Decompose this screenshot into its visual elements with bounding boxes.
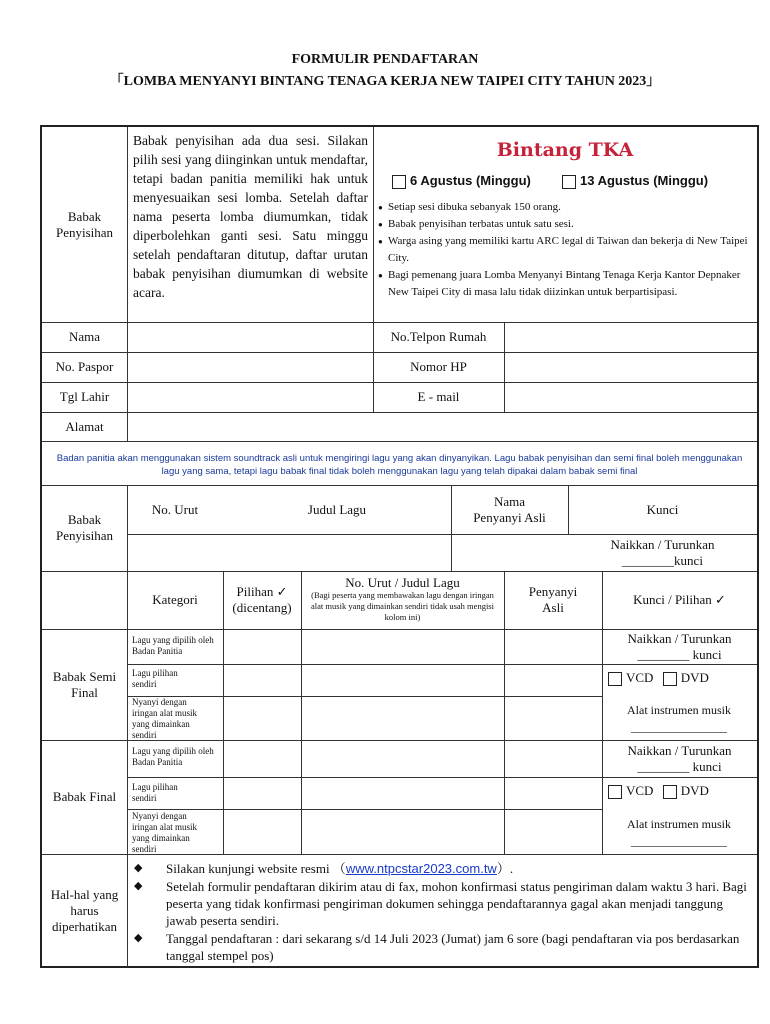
semi-vcd-label: VCD (626, 670, 654, 685)
final-vcd-label: VCD (626, 783, 654, 798)
col-kategori: Kategori (152, 592, 198, 607)
tgl-lahir-field[interactable] (128, 383, 372, 412)
registration-form-table (40, 125, 759, 968)
final-judul-2[interactable] (302, 778, 503, 809)
nama-label: Nama (68, 329, 101, 344)
semi-media-choice[interactable] (608, 670, 758, 686)
prelim-song-singer-field[interactable] (452, 535, 567, 571)
notes-label: Hal-hal yang harus diperhatikan (50, 886, 119, 934)
semi-pilihan-1[interactable] (224, 630, 300, 664)
final-dvd-label: DVD (680, 783, 709, 798)
final-media-choice[interactable] (608, 783, 758, 799)
notes-list (128, 860, 753, 965)
col-no-urut: No. Urut (151, 501, 199, 517)
final-cat-alat-musik: Nyanyi dengan iringan alat musik yang dimainkan sendiri (132, 811, 197, 854)
semi-dvd-label: DVD (680, 670, 709, 685)
bintang-tka-logo: Bintang TKA (496, 139, 634, 161)
nomor-hp-field[interactable] (505, 353, 757, 382)
note-website-text: Silakan kunjungi website resmi （ (166, 861, 346, 876)
final-dvd-checkbox[interactable] (663, 785, 677, 799)
prelim-key-adjust[interactable]: Naikkan / Turunkan ________kunci (610, 536, 715, 568)
prelim-description: Babak penyisihan ada dua sesi. Silakan pilih sesi yang diinginkan untuk mendaftar, tetapi badan panitia memiliki hak untuk menyesuaikan sesi lomba. Setelah daftar nama peserta lomba diumumkan, tidak diperbolehkan ganti sesi. Satu minggu setelah pendaftaran ditutup, daftar urutan babak penyisihan diumumkan di website acara. (133, 133, 368, 300)
col-no-judul-title: No. Urut / Judul Lagu (345, 575, 460, 590)
alamat-label: Alamat (65, 418, 104, 434)
prelim-note: ● Setiap sesi dibuka sebanyak 150 orang. (378, 199, 754, 216)
prelim-note: ● Warga asing yang memiliki kartu ARC legal di Taiwan dan bekerja di New Taipei City. (378, 233, 754, 267)
final-cat-panitia: Lagu yang dipilih oleh Badan Panitia (132, 746, 214, 767)
note-website-end: ）. (496, 861, 514, 876)
tgl-lahir-label: Tgl Lahir (59, 389, 110, 404)
session-option-1[interactable] (392, 173, 562, 189)
note-confirmation: ◆ Setelah formulir pendaftaran dikirim atau di fax, mohon konfirmasi status pengiriman dalam waktu 3 hari. Bagi peserta yang tidak konfirmasi pengiriman dokumen sehingga pendaftarannya gagal akan menjadi tanggung jawab peserta sendiri. (128, 878, 753, 929)
form-title: FORMULIR PENDAFTARAN (291, 52, 479, 67)
prelim-notes (378, 199, 754, 301)
col-penyanyi-asli: Penyanyi Asli (528, 584, 578, 615)
soundtrack-note: Badan panitia akan menggunakan sistem soundtrack asli untuk mengiringi lagu yang akan dinyanyikan. Lagu babak penyisihan dan semi final boleh menggunakan lagu yang sama, tetapi lagu babak final tidak boleh menggunakan lagu yang telah dipakai dalam babak semi final (56, 453, 743, 477)
semi-vcd-checkbox[interactable] (608, 672, 622, 686)
semi-cat-pilihan-sendiri: Lagu pilihan sendiri (132, 668, 178, 689)
session-2-checkbox[interactable] (562, 175, 576, 189)
col-kunci: Kunci (646, 501, 679, 517)
paspor-field[interactable] (128, 353, 372, 382)
prelim-song-title-field[interactable] (128, 535, 450, 571)
semi-pilihan-2[interactable] (224, 665, 300, 696)
col-no-judul-note: (Bagi peserta yang membawakan lagu dengan iringan alat musik yang dimainkan sendiri tidak usah mengisi kolom ini) (311, 590, 494, 622)
semi-judul-2[interactable] (302, 665, 503, 696)
paspor-label: No. Paspor (55, 359, 114, 374)
col-judul-lagu: Judul Lagu (307, 501, 367, 517)
telpon-rumah-field[interactable] (505, 323, 757, 352)
semi-cat-panitia: Lagu yang dipilih oleh Badan Panitia (132, 635, 214, 656)
final-label: Babak Final (52, 789, 117, 804)
website-link[interactable]: www.ntpcstar2023.com.tw (345, 861, 497, 876)
session-option-2[interactable] (562, 173, 752, 189)
final-instrument-field[interactable]: Alat instrumen musik ________________ (627, 817, 731, 848)
col-pilihan: Pilihan ✓ (dicentang) (232, 584, 292, 615)
semi-cat-alat-musik: Nyanyi dengan iringan alat musik yang dimainkan sendiri (132, 697, 197, 740)
semi-dvd-checkbox[interactable] (663, 672, 677, 686)
semi-final-label: Babak Semi Final (52, 668, 117, 700)
telpon-rumah-label: No.Telpon Rumah (390, 329, 487, 344)
final-key-adjust[interactable]: Naikkan / Turunkan ________ kunci (627, 742, 732, 774)
note-website (128, 860, 753, 877)
col-nama-penyanyi-asli: Nama Penyanyi Asli (473, 493, 546, 525)
nama-field[interactable] (128, 323, 372, 352)
alamat-field[interactable] (128, 413, 757, 441)
form-subtitle: 「LOMBA MENYANYI BINTANG TENAGA KERJA NEW TAIPEI CITY TAHUN 2023」 (109, 74, 661, 89)
email-field[interactable] (505, 383, 757, 412)
nomor-hp-label: Nomor HP (410, 359, 467, 374)
final-pilihan-2[interactable] (224, 778, 300, 809)
semi-key-adjust[interactable]: Naikkan / Turunkan ________ kunci (627, 630, 732, 662)
prelim-note: ● Bagi pemenang juara Lomba Menyanyi Bintang Tenaga Kerja Kantor Depnaker New Taipei City di masa lalu tidak diizinkan untuk berpartisipasi. (378, 267, 754, 301)
prelim-label: Babak Penyisihan (55, 208, 114, 240)
session-2-label: 13 Agustus (Minggu) (580, 173, 709, 188)
col-kunci-pilihan: Kunci / Pilihan ✓ (633, 592, 726, 607)
semi-pilihan-3[interactable] (224, 697, 300, 740)
prelim-note: ● Babak penyisihan terbatas untuk satu sesi. (378, 216, 754, 233)
session-1-checkbox[interactable] (392, 175, 406, 189)
final-cat-pilihan-sendiri: Lagu pilihan sendiri (132, 782, 178, 803)
semi-judul-1[interactable] (302, 630, 503, 664)
final-pilihan-3[interactable] (224, 810, 300, 854)
session-1-label: 6 Agustus (Minggu) (410, 173, 531, 188)
final-judul-1[interactable] (302, 741, 503, 777)
final-vcd-checkbox[interactable] (608, 785, 622, 799)
email-label: E - mail (417, 389, 460, 404)
note-registration-date: ◆ Tanggal pendaftaran : dari sekarang s/d 14 Juli 2023 (Jumat) jam 6 sore (bagi pendaftaran via pos berdasarkan tanggal stempel pos) (128, 930, 753, 964)
semi-instrument-field[interactable]: Alat instrumen musik ________________ (627, 703, 731, 734)
final-pilihan-1[interactable] (224, 741, 300, 777)
prelim-song-label: Babak Penyisihan (55, 512, 114, 543)
col-no-judul (301, 575, 504, 623)
